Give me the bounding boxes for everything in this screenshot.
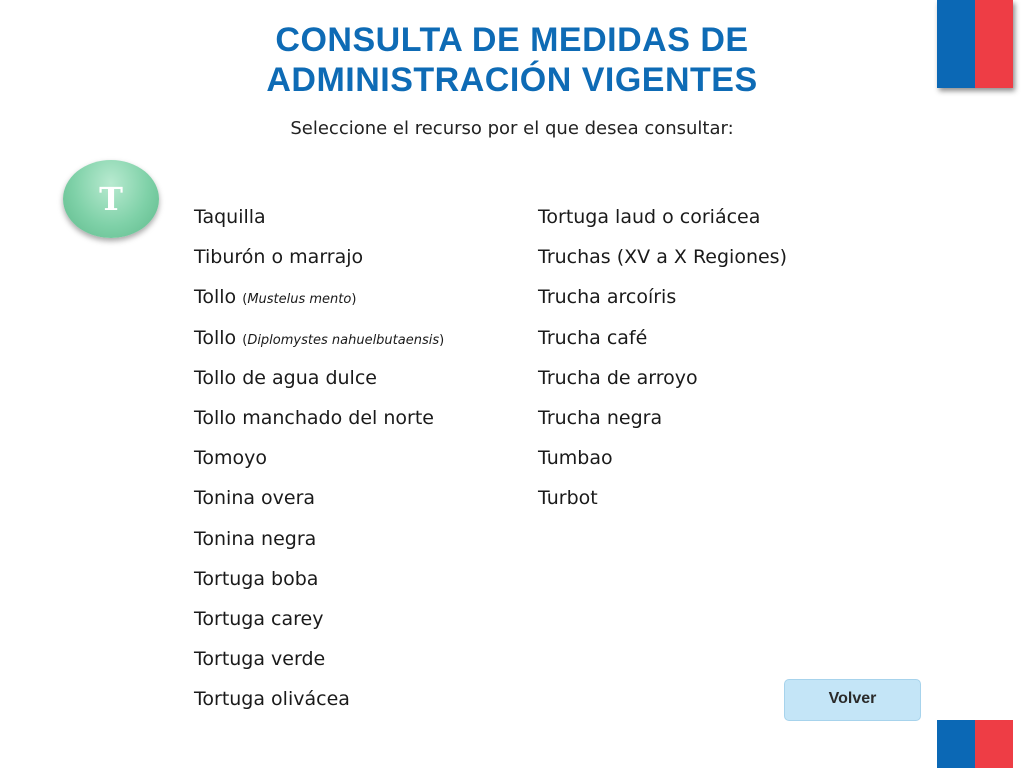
- resource-item[interactable]: [538, 206, 760, 228]
- resource-name: Tollo manchado del norte: [194, 407, 434, 429]
- back-button[interactable]: Volver: [784, 679, 921, 721]
- resource-name: Turbot: [538, 487, 598, 510]
- resource-item[interactable]: [194, 487, 315, 509]
- resource-item[interactable]: [194, 648, 325, 670]
- resource-name: Tortuga carey: [194, 608, 324, 630]
- title-line-1: CONSULTA DE MEDIDAS DE: [275, 21, 749, 59]
- page-subtitle: Seleccione el recurso por el que desea consultar:: [290, 118, 734, 139]
- resource-name: Tollo de agua dulce: [194, 366, 377, 389]
- resource-item[interactable]: [194, 286, 356, 308]
- resource-name: Trucha arcoíris: [538, 286, 677, 309]
- resource-item[interactable]: [194, 688, 350, 710]
- flag-decoration-top: [937, 0, 1013, 88]
- resource-item[interactable]: [538, 327, 647, 349]
- resource-item[interactable]: [194, 407, 434, 429]
- resource-name: Tortuga boba: [194, 567, 319, 590]
- letter-badge: T: [63, 160, 159, 238]
- resource-item[interactable]: [194, 327, 444, 349]
- resource-item[interactable]: [194, 367, 377, 389]
- resource-name: Tollo: [194, 286, 237, 309]
- resource-name: Tiburón o marrajo: [194, 246, 364, 269]
- paren-close: ): [439, 332, 445, 348]
- resource-name: Tortuga laud o coriácea: [538, 206, 761, 228]
- resource-name: Taquilla: [194, 206, 266, 228]
- resource-name: Tonina negra: [194, 527, 317, 550]
- resource-scientific-name: Mustelus mento: [247, 292, 352, 308]
- resource-name: Tumbao: [538, 447, 613, 470]
- paren-open: (: [242, 292, 248, 308]
- page-title: [0, 20, 1024, 100]
- flag-blue-stripe: [937, 720, 975, 768]
- paren-close: ): [351, 292, 357, 308]
- resource-name: Tonina overa: [194, 487, 316, 510]
- resource-list-left: [194, 206, 524, 716]
- resource-item[interactable]: [538, 246, 787, 268]
- resource-item[interactable]: [538, 487, 598, 509]
- paren-open: (: [242, 332, 248, 348]
- resource-item[interactable]: [538, 407, 662, 429]
- title-line-2: ADMINISTRACIÓN VIGENTES: [266, 61, 758, 99]
- resource-item[interactable]: [538, 367, 698, 389]
- resource-item[interactable]: [194, 206, 266, 228]
- resource-name: Trucha café: [538, 326, 648, 349]
- flag-decoration-bottom: [937, 720, 1013, 768]
- resource-item[interactable]: [194, 568, 318, 590]
- flag-blue-stripe: [937, 0, 975, 88]
- resource-name: Tortuga olivácea: [194, 688, 350, 711]
- resource-item[interactable]: [194, 608, 323, 630]
- resource-name: Trucha de arroyo: [538, 366, 698, 389]
- resource-item[interactable]: [194, 246, 363, 268]
- resource-name: Trucha negra: [538, 407, 663, 429]
- resource-item[interactable]: [194, 447, 267, 469]
- resource-name: Tomoyo: [194, 447, 268, 470]
- resource-name: Tortuga verde: [194, 648, 326, 671]
- resource-item[interactable]: [538, 286, 676, 308]
- resource-list-right: [538, 206, 838, 536]
- resource-item[interactable]: [194, 528, 316, 550]
- flag-red-stripe: [975, 720, 1013, 768]
- resource-name: Tollo: [194, 326, 237, 349]
- resource-name: Truchas (XV a X Regiones): [538, 246, 787, 269]
- resource-scientific-name: Diplomystes nahuelbutaensis: [247, 332, 440, 348]
- resource-item[interactable]: [538, 447, 613, 469]
- flag-red-stripe: [975, 0, 1013, 88]
